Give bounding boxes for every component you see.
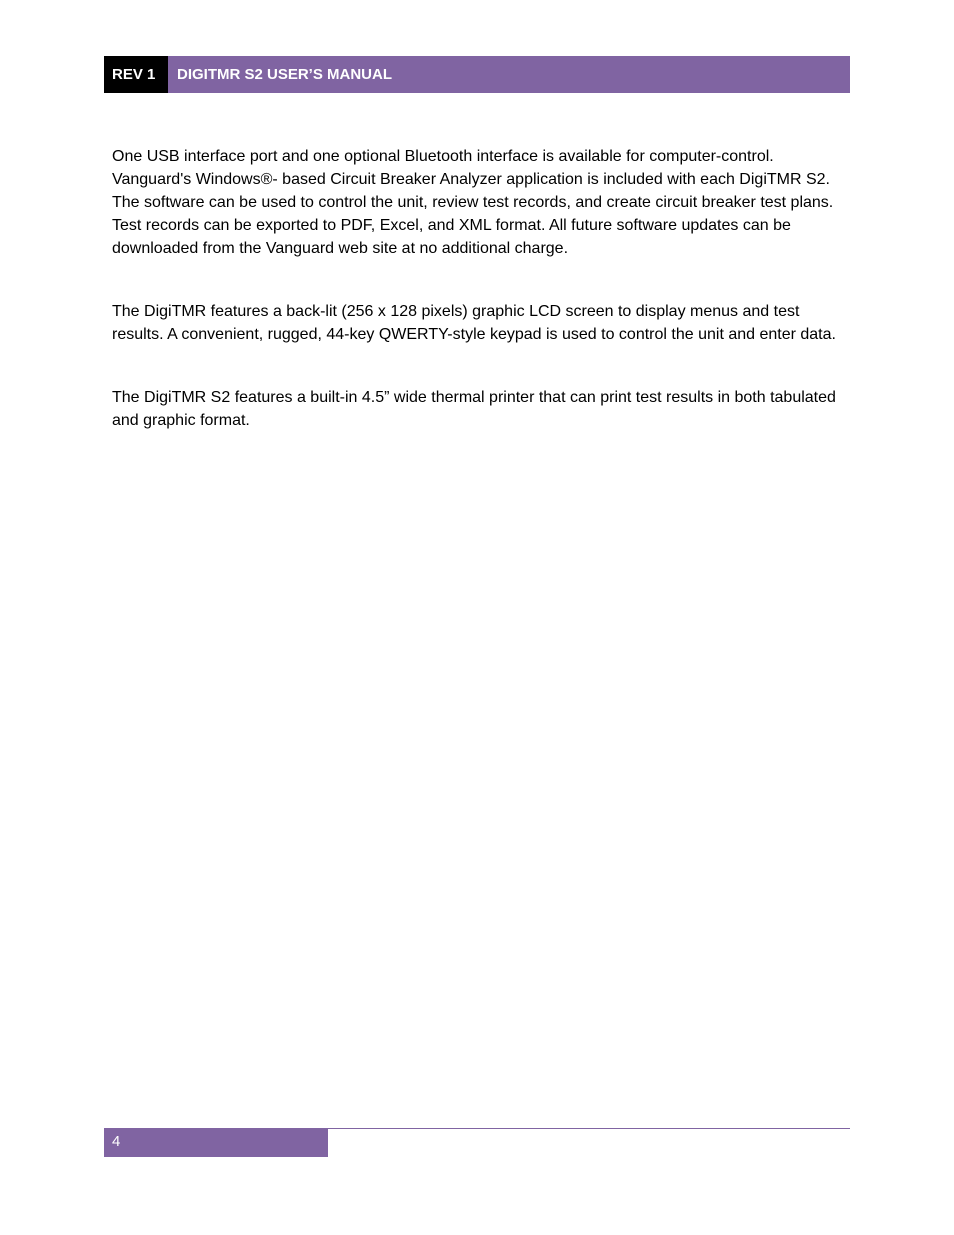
paragraph-usb-bluetooth: One USB interface port and one optional Bluetooth interface is available for computer-control. Vanguard's Windows®- based Circuit Breaker Analyzer application is included with each DigiTMR S2. The software can be used to control the unit, review test records, and create circuit breaker test plans. Test records can be exported to PDF, Excel, and XML format. All future software updates can be downloaded from the Vanguard web site at no additional charge. xyxy=(112,148,834,257)
paragraph-lcd-keypad: The DigiTMR features a back-lit (256 x 128 pixels) graphic LCD screen to display menus and test results. A convenient, rugged, 44-key QWERTY-style keypad is used to control the unit and enter data. xyxy=(112,303,836,343)
page-content xyxy=(112,145,848,432)
manual-title: DIGITMR S2 USER’S MANUAL xyxy=(168,56,850,93)
page-number: 4 xyxy=(104,1128,328,1157)
page-header xyxy=(104,56,850,93)
paragraph-thermal-printer: The DigiTMR S2 features a built-in 4.5” wide thermal printer that can print test results in both tabulated and graphic format. xyxy=(112,389,836,429)
revision-label: REV 1 xyxy=(104,56,168,93)
